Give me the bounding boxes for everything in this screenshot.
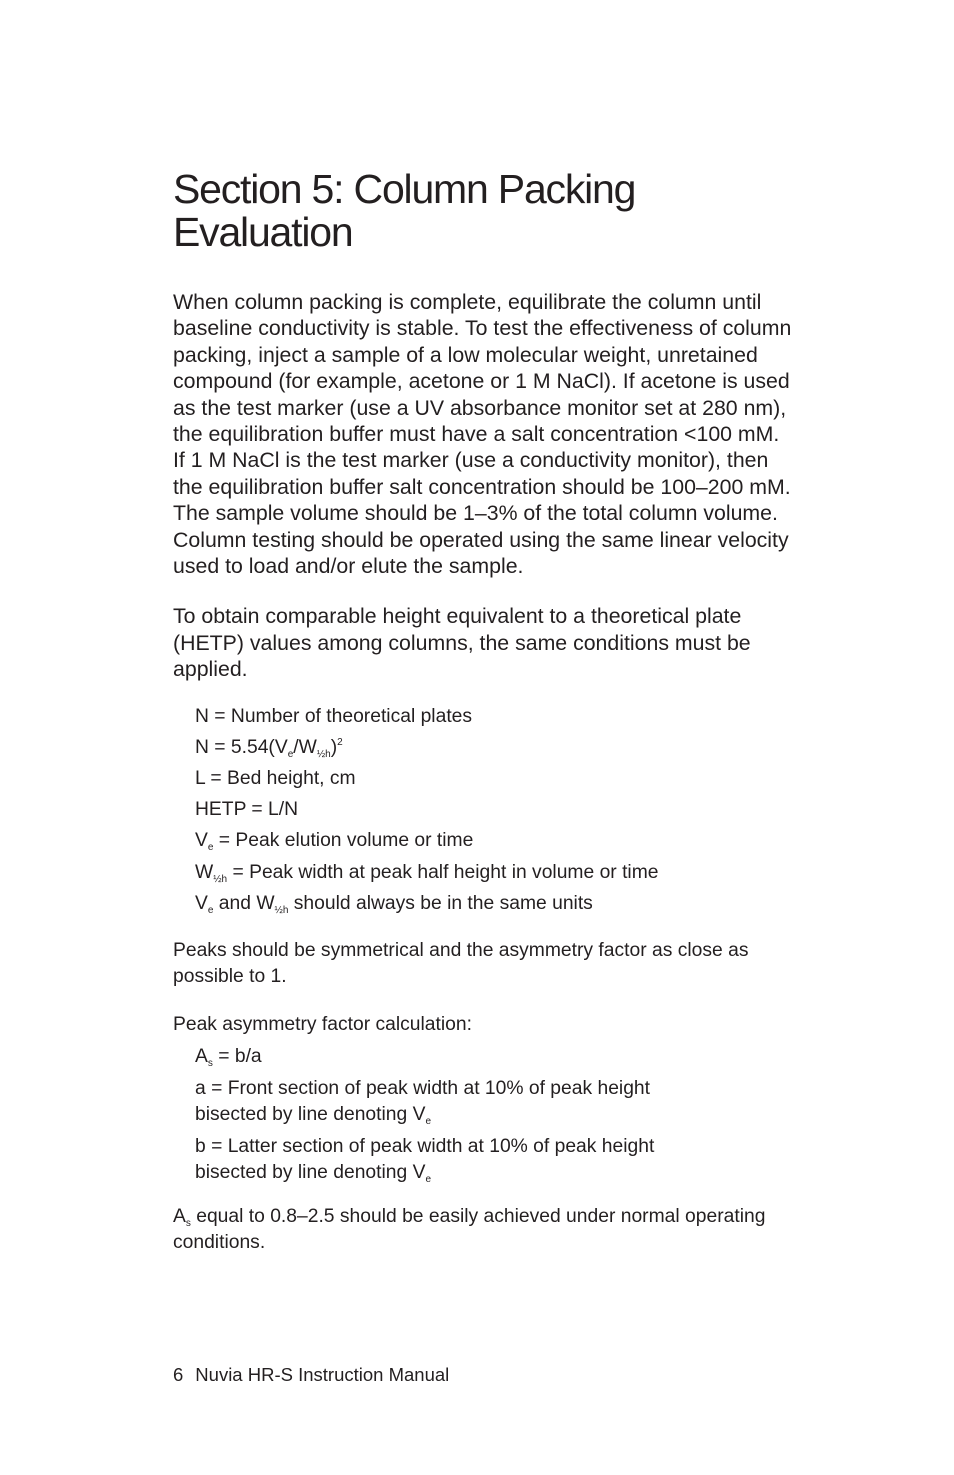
definition-item: $N = 5.54(V_e/W_{\frac{1}{2}h})^2$ — [195, 736, 343, 760]
definition-item: N = Number of theoretical plates — [195, 705, 473, 727]
asymmetry-definitions — [195, 1044, 793, 1186]
page-footer — [173, 1363, 449, 1387]
asymmetry-item: b = Latter section of peak width at 10% of peak height bisected by line denoting $V_e$ — [195, 1136, 655, 1185]
definition-item: $V_e$ = Peak elution volume or time — [195, 830, 474, 854]
intro-paragraph: When column packing is complete, equilibrate the column until baseline conductivity is stable. To test the effectiveness of column packing, inject a sample of a low molecular weight, unretained compound (for example, acetone or 1 M NaCl). If acetone is used as the test marker (use a UV absorbance monitor set at 280 nm), the equilibration buffer must have a salt concentration <100 mM. If 1 M NaCl is the test marker (use a conductivity monitor), then the equilibration buffer salt concentration should be 100–200 mM. The sample volume should be 1–3% of the total column volume. Column testing should be operated using the same linear velocity used to load and/or elute the sample. — [173, 290, 792, 579]
section-title-line2: Evaluation — [173, 209, 353, 255]
section-title-line1: Section 5: Column Packing — [173, 166, 636, 212]
section-title — [173, 168, 793, 254]
page-content — [173, 168, 793, 1256]
page-number: 6 — [173, 1364, 184, 1385]
manual-title: Nuvia HR-S Instruction Manual — [195, 1364, 450, 1385]
asymmetry-item: a = Front section of peak width at 10% of peak height bisected by line denoting $V_e$ — [195, 1078, 651, 1127]
definition-item: L = Bed height, cm — [195, 768, 356, 790]
symmetry-paragraph: Peaks should be symmetrical and the asymmetry factor as close as possible to 1. — [173, 940, 749, 987]
definition-item: HETP = L/N — [195, 799, 299, 821]
asymmetry-item: $A_s = b/a$ — [195, 1046, 262, 1069]
closing-paragraph: $A_s$ equal to 0.8–2.5 should be easily achieved under normal operating conditions. — [173, 1206, 766, 1253]
definition-item: $W_{\frac{1}{2}h}$ = Peak width at peak half height in volume or time — [195, 861, 659, 885]
hetp-paragraph: To obtain comparable height equivalent to a theoretical plate (HETP) values among columns, the same conditions must be applied. — [173, 604, 751, 682]
asymmetry-heading: Peak asymmetry factor calculation: — [173, 1014, 472, 1035]
hetp-definitions — [195, 705, 793, 923]
definition-item: $V_e$ and $W_{\frac{1}{2}h}$ should always be in the same units — [195, 892, 593, 916]
